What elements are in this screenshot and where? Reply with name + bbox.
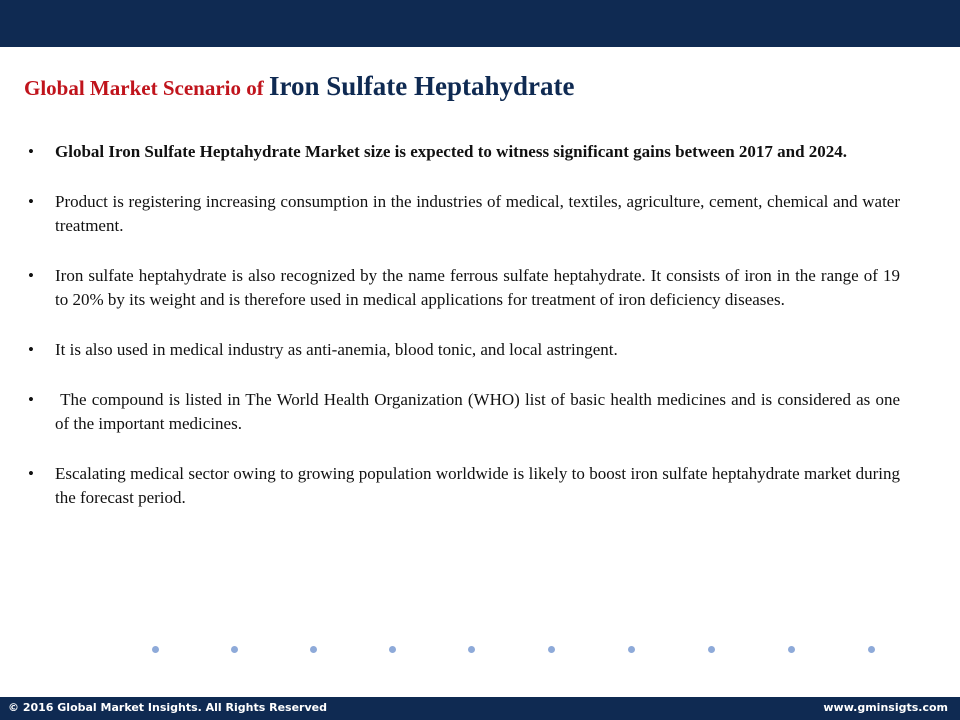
footer-website-link[interactable]: www.gminsigts.com	[823, 701, 948, 714]
dot-icon	[708, 646, 715, 653]
header-bar	[0, 0, 960, 47]
dot-icon	[310, 646, 317, 653]
bullet-item	[28, 388, 905, 436]
dot-icon	[152, 646, 159, 653]
bullet-list	[28, 140, 905, 536]
bullet-item	[28, 140, 900, 164]
bullet-text: Iron sulfate heptahydrate is also recognized by the name ferrous sulfate heptahydrate. It consists of iron in the range of 19 to 20% by its weight and is therefore used in medical applications for treatment of iron deficiency diseases.	[55, 266, 900, 309]
bullet-text: Product is registering increasing consumption in the industries of medical, textiles, agriculture, cement, chemical and water treatment.	[55, 192, 900, 235]
bullet-text: It is also used in medical industry as anti-anemia, blood tonic, and local astringent.	[55, 340, 618, 359]
dot-icon	[231, 646, 238, 653]
footer-copyright: © 2016 Global Market Insights. All Rights Reserved	[8, 701, 327, 714]
bullet-text: Global Iron Sulfate Heptahydrate Market size is expected to witness significant gains between 2017 and 2024.	[55, 142, 848, 161]
bullet-item	[28, 190, 900, 238]
page-title	[24, 66, 574, 103]
dot-icon	[868, 646, 875, 653]
bullet-dot-icon: •	[28, 390, 34, 409]
dot-icon	[389, 646, 396, 653]
bullet-item	[28, 462, 900, 510]
title-prefix: Global Market Scenario of	[24, 76, 269, 100]
bullet-item	[28, 264, 900, 312]
bullet-dot-icon: •	[28, 464, 34, 483]
title-subject: Iron Sulfate Heptahydrate	[268, 71, 575, 101]
dot-icon	[548, 646, 555, 653]
dot-icon	[468, 646, 475, 653]
decorative-dots	[152, 646, 882, 654]
bullet-dot-icon: •	[28, 266, 34, 285]
bullet-dot-icon: •	[28, 192, 34, 211]
bullet-item	[28, 338, 900, 362]
footer-bar	[0, 697, 960, 720]
bullet-text: Escalating medical sector owing to growing population worldwide is likely to boost iron sulfate heptahydrate market during the forecast period.	[55, 464, 900, 507]
bullet-dot-icon: •	[28, 142, 34, 161]
dot-icon	[628, 646, 635, 653]
dot-icon	[788, 646, 795, 653]
bullet-dot-icon: •	[28, 340, 34, 359]
bullet-text: The compound is listed in The World Health Organization (WHO) list of basic health medicines and is considered as one of the important medicines.	[55, 390, 905, 433]
